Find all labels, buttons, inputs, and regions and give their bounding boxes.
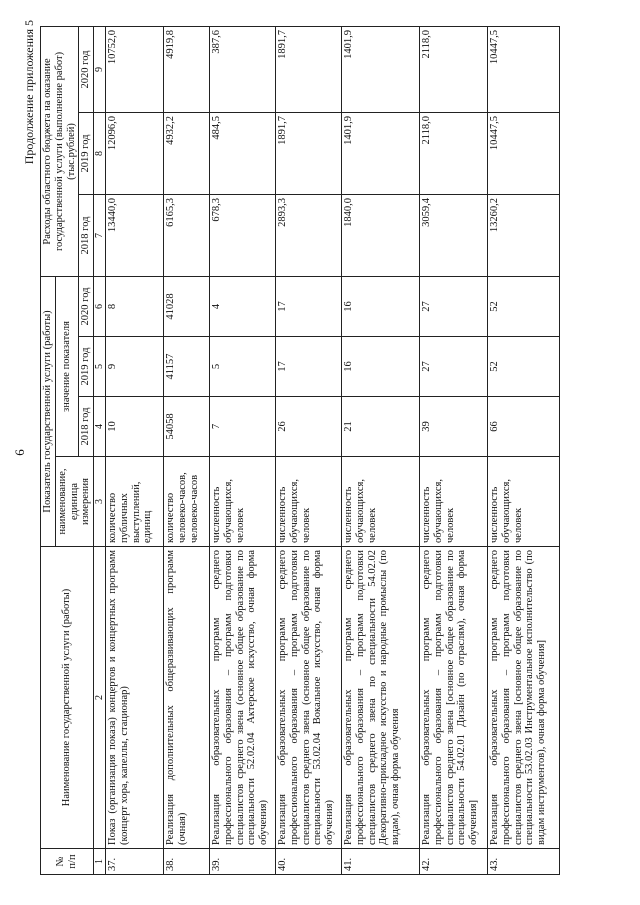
header-indicator-name-unit: наименование, единица измерения	[55, 457, 93, 547]
row-number: 43.	[488, 849, 560, 875]
header-exp-2020: 2020 год	[79, 26, 94, 112]
value-2018: 39	[420, 397, 488, 457]
header-num: № п/п	[41, 849, 94, 875]
header-expenses: Расходы областного бюджета на оказание государственной услуги (выполнение работ) (тыс.рублей)	[41, 26, 79, 276]
expense-2018: 6165,3	[164, 194, 210, 276]
col-number: 8	[94, 112, 106, 194]
table-row	[420, 26, 488, 874]
col-number: 7	[94, 194, 106, 276]
value-2018: 7	[210, 397, 276, 457]
value-2020: 27	[420, 276, 488, 336]
column-number-row	[94, 26, 106, 874]
row-number: 38.	[164, 849, 210, 875]
col-number: 3	[94, 457, 106, 547]
expense-2019: 10447,5	[488, 112, 560, 194]
value-2019: 52	[488, 337, 560, 397]
row-number: 42.	[420, 849, 488, 875]
value-2018: 10	[106, 397, 164, 457]
header-service-name: Наименование государственной услуги (работы)	[41, 547, 94, 849]
header-year-2019: 2019 год	[79, 337, 94, 397]
header-row-1	[41, 26, 56, 874]
expense-2019: 1891,7	[276, 112, 342, 194]
expense-2018: 13440,0	[106, 194, 164, 276]
indicator-name: численность обучающихся, человек	[420, 457, 488, 547]
table-row	[106, 26, 164, 874]
expense-2020: 1401,9	[342, 26, 420, 112]
value-2020: 4	[210, 276, 276, 336]
value-2020: 8	[106, 276, 164, 336]
table-row	[488, 26, 560, 874]
expense-2018: 13260,2	[488, 194, 560, 276]
value-2020: 17	[276, 276, 342, 336]
header-indicator-group: Показатель государственной услуги (работы)	[41, 276, 56, 546]
header-indicator-value: значение показателя	[55, 276, 79, 456]
service-name: Реализация образовательных программ среднего профессионального образования – программ подготовки специалистов среднего звена (основное общее образование по специальности 53.02.04 Вокальное искусство, очная форма обучения)	[276, 547, 342, 849]
expense-2020: 4919,8	[164, 26, 210, 112]
value-2019: 5	[210, 337, 276, 397]
col-number: 4	[94, 397, 106, 457]
expense-2018: 678,3	[210, 194, 276, 276]
indicator-name: количество человеко-часов, человеко-часов	[164, 457, 210, 547]
service-name: Показ (организация показа) концертов и концертных программ (концерт хора, капеллы, стационар)	[106, 547, 164, 849]
indicator-name: численность обучающихся, человек	[488, 457, 560, 547]
expense-2020: 10447,5	[488, 26, 560, 112]
service-name: Реализация образовательных программ среднего профессионального образования – программ подготовки специалистов среднего звена [основное общее образование по специальности 54.02.01 Дизайн (по отраслям), очная форма обучения]	[420, 547, 488, 849]
table-row	[276, 26, 342, 874]
continuation-label: Продолжение приложения 5	[22, 20, 36, 165]
expense-2018: 2893,3	[276, 194, 342, 276]
expense-2020: 10752,0	[106, 26, 164, 112]
value-2019: 17	[276, 337, 342, 397]
expense-2020: 387,6	[210, 26, 276, 112]
value-2019: 9	[106, 337, 164, 397]
row-number: 41.	[342, 849, 420, 875]
value-2020: 16	[342, 276, 420, 336]
col-number: 9	[94, 26, 106, 112]
expense-2019: 12096,0	[106, 112, 164, 194]
expense-2020: 2118,0	[420, 26, 488, 112]
value-2019: 27	[420, 337, 488, 397]
expense-2019: 4932,2	[164, 112, 210, 194]
table-row	[342, 26, 420, 874]
indicator-name: численность обучающихся, человек	[276, 457, 342, 547]
value-2020: 41028	[164, 276, 210, 336]
col-number: 6	[94, 276, 106, 336]
expense-2018: 3059,4	[420, 194, 488, 276]
service-name: Реализация образовательных программ среднего профессионального образования – программ подготовки специалистов среднего звена (основное общее образование по специальности 52.02.04 Актерское искусство, очная форма обучения)	[210, 547, 276, 849]
budget-table	[40, 26, 560, 875]
value-2018: 66	[488, 397, 560, 457]
col-number: 5	[94, 337, 106, 397]
table-row	[210, 26, 276, 874]
expense-2019: 2118,0	[420, 112, 488, 194]
expense-2018: 1840,0	[342, 194, 420, 276]
value-2019: 41157	[164, 337, 210, 397]
header-year-2020: 2020 год	[79, 276, 94, 336]
header-year-2018: 2018 год	[79, 397, 94, 457]
service-name: Реализация образовательных программ среднего профессионального образования – программ подготовки специалистов среднего звена [основное общее образование по специальности 53.02.03 Инструментальное исполнительство (по видам инструментов), очная форма обучения]	[488, 547, 560, 849]
expense-2019: 484,5	[210, 112, 276, 194]
value-2018: 26	[276, 397, 342, 457]
value-2018: 54058	[164, 397, 210, 457]
indicator-name: численность обучающихся, человек	[210, 457, 276, 547]
page-number: 6	[12, 449, 27, 456]
col-number: 1	[94, 849, 106, 875]
indicator-name: количество публичных выступлений, единиц	[106, 457, 164, 547]
table-row	[164, 26, 210, 874]
col-number: 2	[94, 547, 106, 849]
expense-2020: 1891,7	[276, 26, 342, 112]
service-name: Реализация образовательных программ среднего профессионального образования – программ подготовки специалистов среднего звена по специальности 54.02.02 Декоративно-прикладное искусство и народные промыслы (по видам), очная форма обучения	[342, 547, 420, 849]
header-exp-2018: 2018 год	[79, 194, 94, 276]
value-2018: 21	[342, 397, 420, 457]
row-number: 40.	[276, 849, 342, 875]
header-exp-2019: 2019 год	[79, 112, 94, 194]
value-2019: 16	[342, 337, 420, 397]
value-2020: 52	[488, 276, 560, 336]
expense-2019: 1401,9	[342, 112, 420, 194]
indicator-name: численность обучающихся, человек	[342, 457, 420, 547]
row-number: 37.	[106, 849, 164, 875]
row-number: 39.	[210, 849, 276, 875]
service-name: Реализация дополнительных общеразвивающих программ (очная)	[164, 547, 210, 849]
